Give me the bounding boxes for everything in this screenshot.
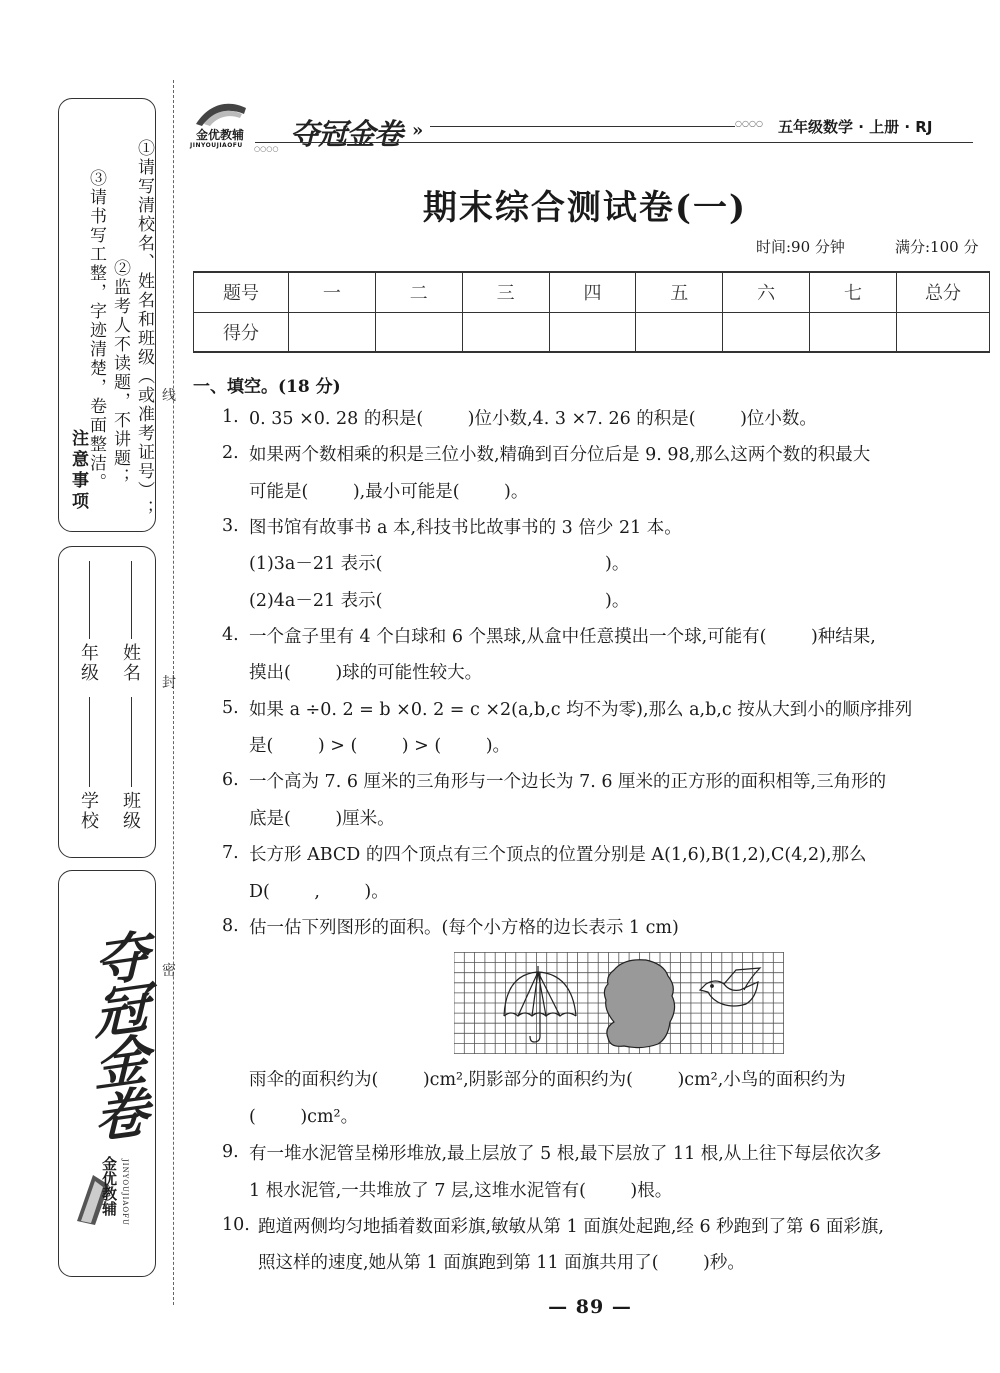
table-header-cell: 题号 <box>194 272 289 312</box>
full-score: 满分:100 分 <box>895 238 979 256</box>
question-10-line-1: 跑道两侧均匀地插着数面彩旗,敏敏从第 1 面旗处起跑,经 6 秒跑到了第 6 面彩旗, <box>258 1217 884 1237</box>
bird-icon <box>700 968 760 1006</box>
question-number: 1. <box>222 407 239 427</box>
page-number: — 89 — <box>548 1296 632 1318</box>
question-4-line-2: 摸出( )球的可能性较大。 <box>249 663 483 683</box>
question-5-line-1: 如果 a ÷0. 2 = b ×0. 2 = c ×2(a,b,c 均不为零),那么 a,b,c 按从大到小的顺序排列 <box>249 700 913 720</box>
grade-info: 五年级数学 · 上册 · RJ <box>778 118 933 136</box>
cut-mark-seal: 封 <box>162 675 176 691</box>
question-4-line-1: 一个盒子里有 4 个白球和 6 个黑球,从盒中任意摸出一个球,可能有( )种结果, <box>249 627 876 647</box>
notice-label: 注意事项 <box>68 429 88 513</box>
publisher-name: 金优教辅 <box>196 128 245 142</box>
table-header-cell: 一 <box>289 272 376 312</box>
publisher-pinyin: JINYOUJIAOFU <box>190 142 243 149</box>
question-number: 5. <box>222 698 239 718</box>
header-dots: ○○○○ <box>735 119 763 128</box>
brand-small: 金优教辅 <box>100 1156 118 1216</box>
header-underline <box>255 142 973 143</box>
page-title: 期末综合测试卷(一) <box>422 188 748 228</box>
question-2-line-2: 可能是( ),最小可能是( )。 <box>249 482 529 502</box>
notice-box <box>58 98 156 532</box>
question-number: 4. <box>222 625 239 645</box>
question-3-line-2: (1)3a－21 表示( )。 <box>249 554 630 574</box>
question-number: 10. <box>222 1215 250 1235</box>
student-info-box <box>58 546 156 858</box>
score-label-cell: 得分 <box>194 312 289 352</box>
question-8-line-2: 雨伞的面积约为( )cm²,阴影部分的面积约为( )cm²,小鸟的面积约为 <box>249 1070 846 1090</box>
question-2-line-1: 如果两个数相乘的积是三位小数,精确到百分位后是 9. 98,那么这两个数的积最大 <box>249 445 871 465</box>
area-estimation-grid <box>454 952 784 1054</box>
header-rule <box>430 126 735 127</box>
grade-blank[interactable] <box>89 561 90 639</box>
score-cell[interactable] <box>549 312 636 352</box>
question-number: 6. <box>222 770 239 790</box>
table-row <box>194 272 990 312</box>
score-cell[interactable] <box>723 312 810 352</box>
brand-pinyin: JINYOUJIAOFU <box>121 1159 129 1226</box>
cut-mark-line: 线 <box>162 388 176 404</box>
table-header-cell: 二 <box>375 272 462 312</box>
school-label[interactable]: 学校 <box>78 791 99 831</box>
score-cell[interactable] <box>897 312 990 352</box>
question-9-line-1: 有一堆水泥管呈梯形堆放,最上层放了 5 根,最下层放了 11 根,从上往下每层依次多 <box>249 1144 882 1164</box>
series-arrow-icon: » <box>412 120 424 141</box>
question-number: 2. <box>222 443 239 463</box>
class-label[interactable]: 班级 <box>120 791 141 831</box>
name-blank[interactable] <box>131 561 132 639</box>
score-cell[interactable] <box>375 312 462 352</box>
score-cell[interactable] <box>810 312 897 352</box>
question-8-line-3: ( )cm²。 <box>249 1107 359 1127</box>
question-number: 8. <box>222 916 239 936</box>
notice-line-3: ③请书写工整，字迹清楚，卷面整洁。 <box>86 169 106 492</box>
notice-line-1: ①请写清校名、姓名和班级（或准考证号）； <box>134 139 154 519</box>
series-name: 夺冠金卷 <box>290 117 403 151</box>
dots-decoration: ○○○○ <box>254 145 279 153</box>
grade-label[interactable]: 年级 <box>78 643 99 683</box>
section-heading: 一、填空。(18 分) <box>193 377 341 397</box>
table-header-cell: 四 <box>549 272 636 312</box>
question-6-line-2: 底是( )厘米。 <box>249 809 395 829</box>
umbrella-icon <box>504 966 576 1042</box>
time-limit: 时间:90 分钟 <box>756 238 845 256</box>
cut-mark-secret: 密 <box>162 963 176 979</box>
question-6-line-1: 一个高为 7. 6 厘米的三角形与一个边长为 7. 6 厘米的正方形的面积相等,三角形的 <box>249 772 887 792</box>
score-cell[interactable] <box>636 312 723 352</box>
publisher-book-icon <box>190 98 250 128</box>
brand-box <box>58 870 156 1277</box>
table-header-cell: 五 <box>636 272 723 312</box>
score-cell[interactable] <box>462 312 549 352</box>
class-blank[interactable] <box>131 697 132 787</box>
question-number: 9. <box>222 1142 239 1162</box>
table-header-cell: 六 <box>723 272 810 312</box>
question-1: 0. 35 ×0. 28 的积是( )位小数,4. 3 ×7. 26 的积是( )位小数。 <box>249 409 817 429</box>
question-number: 3. <box>222 516 239 536</box>
table-header-cell: 三 <box>462 272 549 312</box>
question-3-line-3: (2)4a－21 表示( )。 <box>249 591 630 611</box>
shaded-region <box>604 960 674 1048</box>
score-cell[interactable] <box>289 312 376 352</box>
notice-line-2: ②监考人不读题，不讲题； <box>110 259 130 487</box>
question-number: 7. <box>222 843 239 863</box>
question-7-line-2: D( , )。 <box>249 882 389 902</box>
question-8-line-1: 估一估下列图形的面积。(每个小方格的边长表示 1 cm) <box>249 918 679 938</box>
school-blank[interactable] <box>89 697 90 787</box>
brand-big: 夺冠金卷 <box>86 926 149 1144</box>
question-10-line-2: 照这样的速度,她从第 1 面旗跑到第 11 面旗共用了( )秒。 <box>258 1253 745 1273</box>
name-label[interactable]: 姓名 <box>120 643 141 683</box>
table-header-cell: 七 <box>810 272 897 312</box>
score-table <box>193 271 990 353</box>
table-row <box>194 312 990 352</box>
table-header-cell: 总分 <box>897 272 990 312</box>
question-7-line-1: 长方形 ABCD 的四个顶点有三个顶点的位置分别是 A(1,6),B(1,2),C(4,2),那么 <box>249 845 867 865</box>
cut-line <box>173 80 174 1305</box>
question-5-line-2: 是( ) > ( ) > ( )。 <box>249 736 511 756</box>
question-3-line-1: 图书馆有故事书 a 本,科技书比故事书的 3 倍少 21 本。 <box>249 518 682 538</box>
question-9-line-2: 1 根水泥管,一共堆放了 7 层,这堆水泥管有( )根。 <box>249 1181 673 1201</box>
